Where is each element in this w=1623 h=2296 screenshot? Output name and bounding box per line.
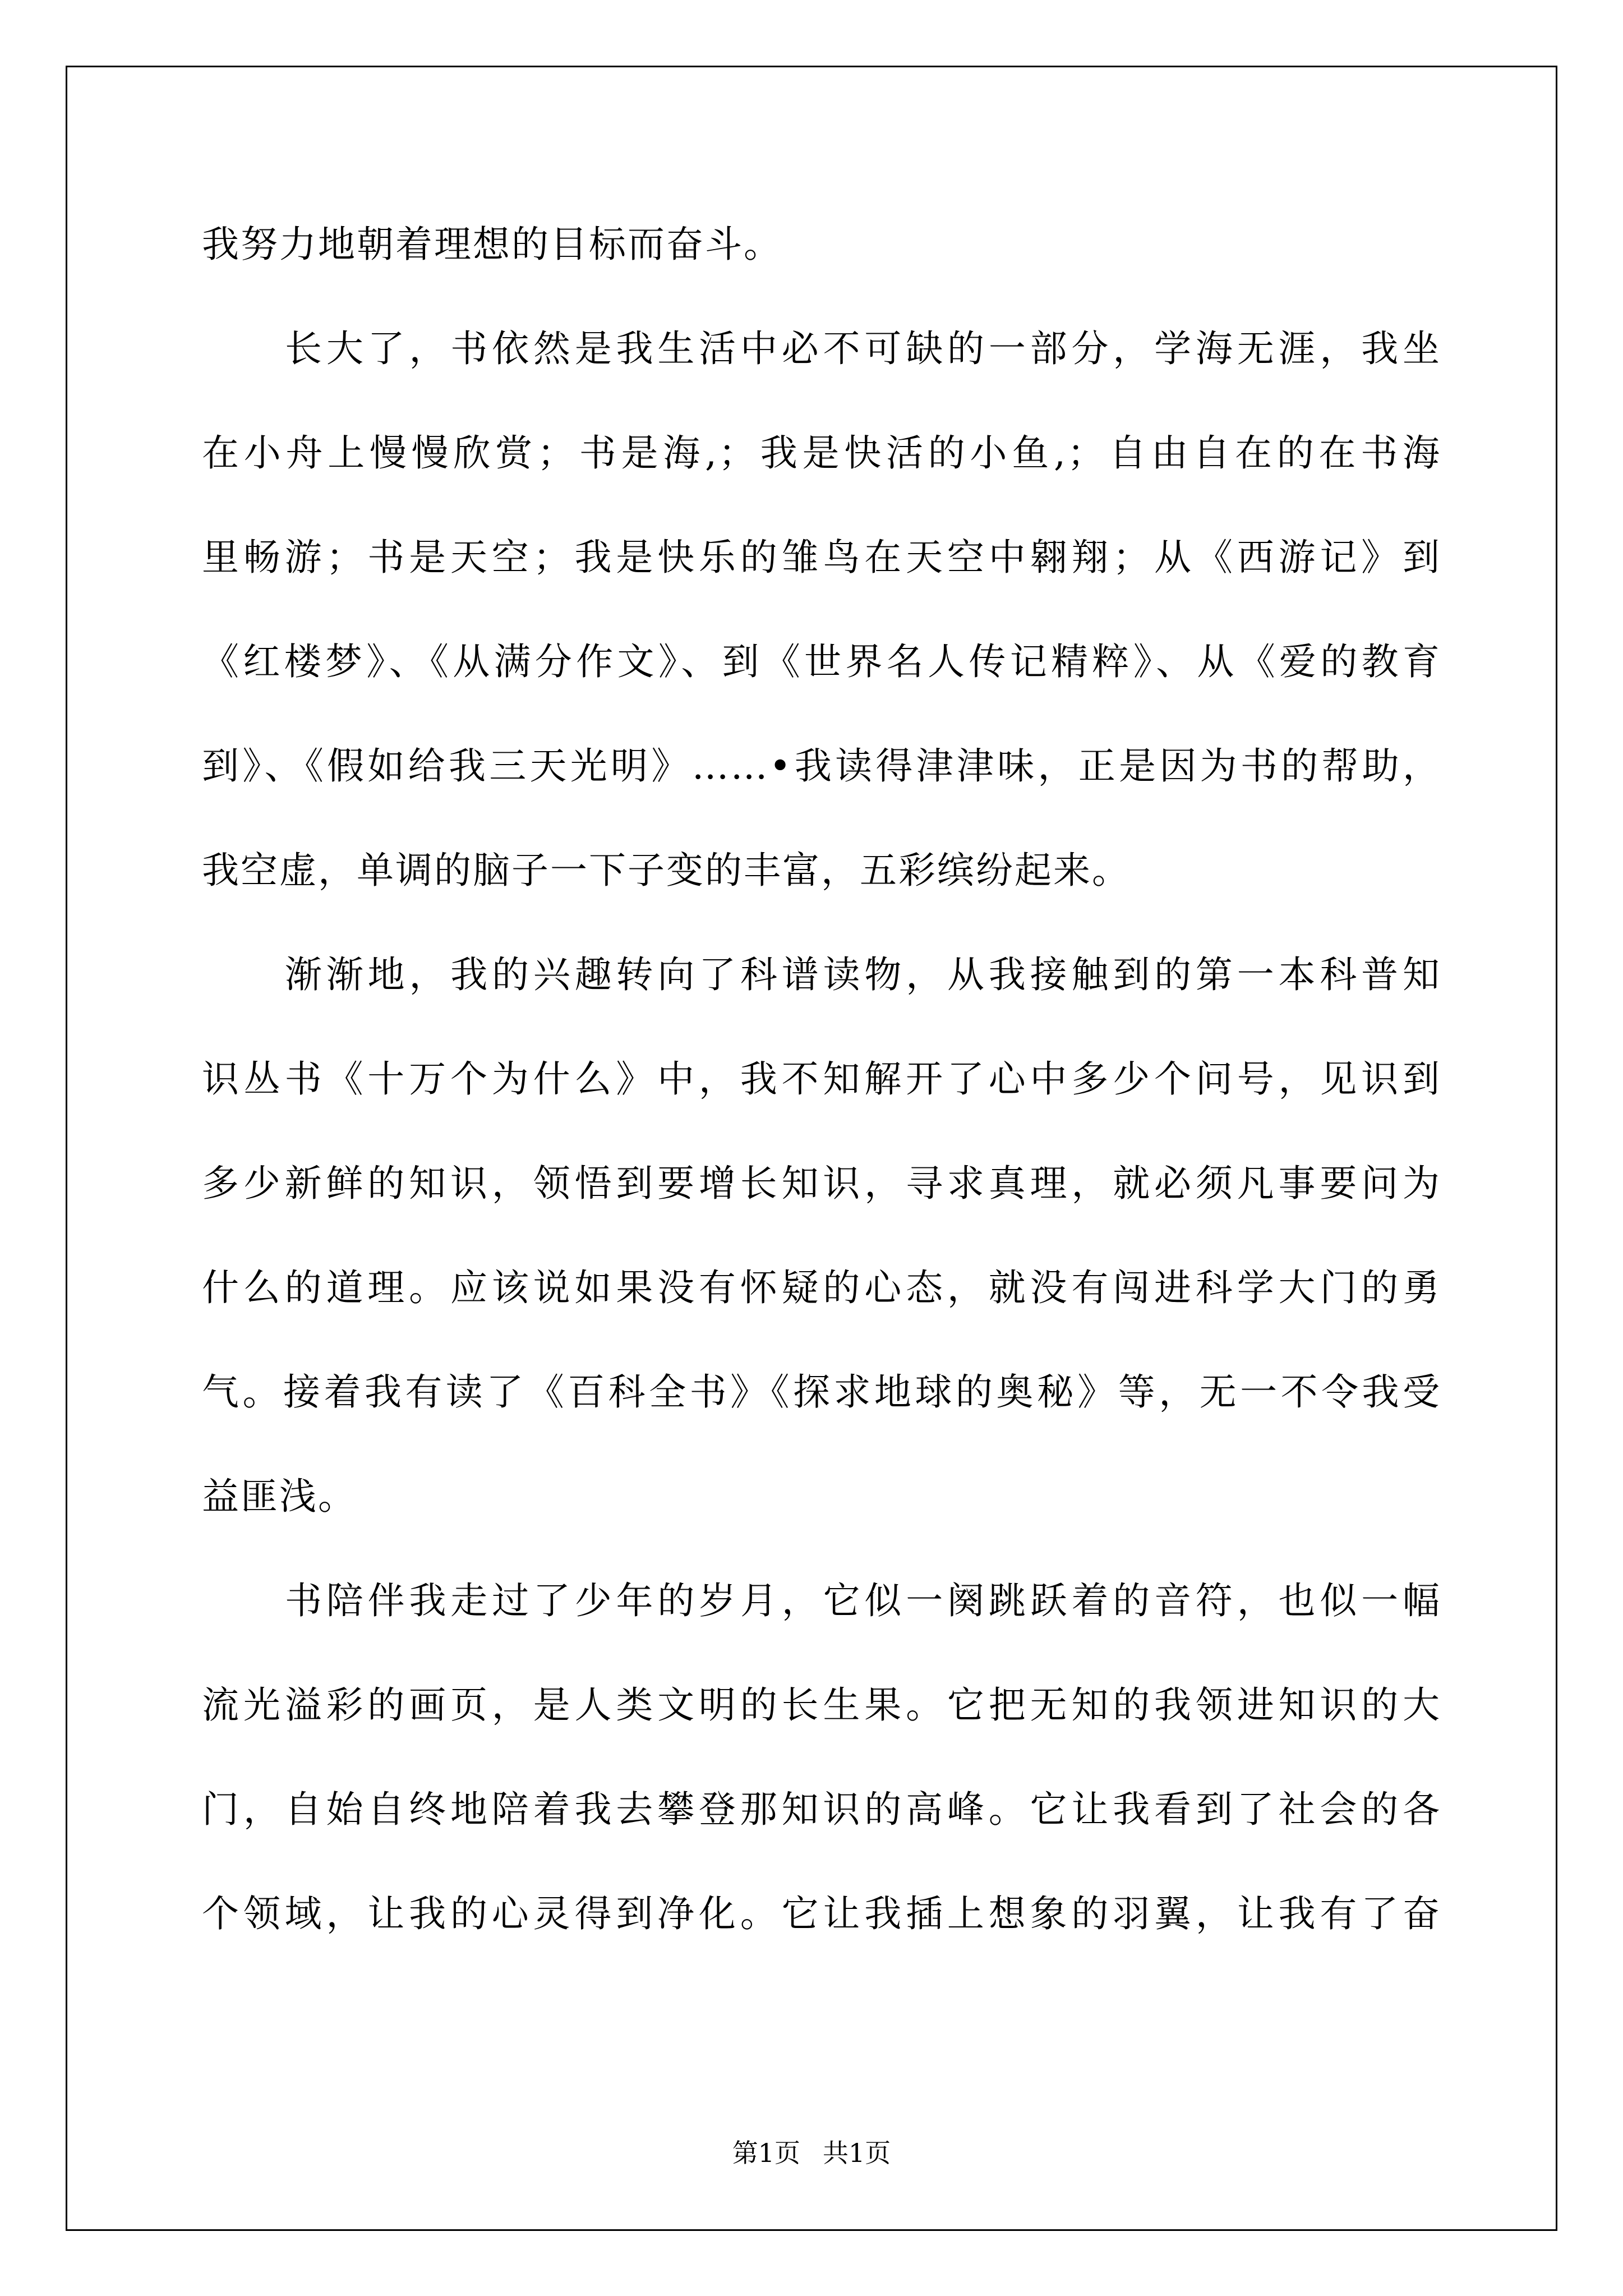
text-line: 渐渐地，我的兴趣转向了科谱读物，从我接触到的第一本科普知: [285, 953, 1441, 996]
text-line: 《红楼梦》、《从满分作文》、到《世界名人传记精粹》、从《爱的教育: [202, 640, 1441, 683]
text-line: 流光溢彩的画页，是人类文明的长生果。它把无知的我领进知识的大: [202, 1683, 1441, 1727]
text-line: 什么的道理。应该说如果没有怀疑的心态，就没有闯进科学大门的勇: [202, 1266, 1441, 1309]
text-line: 到》、《假如给我三天光明》……•我读得津津味，正是因为书的帮助，: [202, 744, 1441, 788]
text-line: 益匪浅。: [202, 1475, 357, 1518]
text-line: 气。接着我有读了《百科全书》《探求地球的奥秘》等，无一不令我受: [202, 1370, 1441, 1414]
text-line: 门，自始自终地陪着我去攀登那知识的高峰。它让我看到了社会的各: [202, 1788, 1441, 1831]
text-line: 识丛书《十万个为什么》中，我不知解开了心中多少个问号，见识到: [202, 1057, 1441, 1101]
text-line: 我努力地朝着理想的目标而奋斗。: [202, 223, 782, 266]
document-body: [202, 192, 1441, 1966]
text-line: 多少新鲜的知识，领悟到要增长知识，寻求真理，就必须凡事要问为: [202, 1162, 1441, 1205]
text-line: 长大了，书依然是我生活中必不可缺的一部分，学海无涯，我坐: [285, 327, 1441, 370]
text-line: 个领域，让我的心灵得到净化。它让我插上想象的羽翼，让我有了奋: [202, 1892, 1441, 1935]
text-line: 书陪伴我走过了少年的岁月，它似一阕跳跃着的音符，也似一幅: [285, 1579, 1441, 1622]
page-number: 第1页: [732, 2138, 800, 2168]
text-line: 我空虚，单调的脑子一下子变的丰富，五彩缤纷起来。: [202, 849, 1131, 892]
text-line: 在小舟上慢慢欣赏；书是海,；我是快活的小鱼,；自由自在的在书海: [202, 431, 1441, 475]
page-total: 共1页: [823, 2138, 891, 2168]
text-line: 里畅游；书是天空；我是快乐的雏鸟在天空中翱翔；从《西游记》到: [202, 536, 1441, 579]
page-footer: [0, 2136, 1623, 2170]
